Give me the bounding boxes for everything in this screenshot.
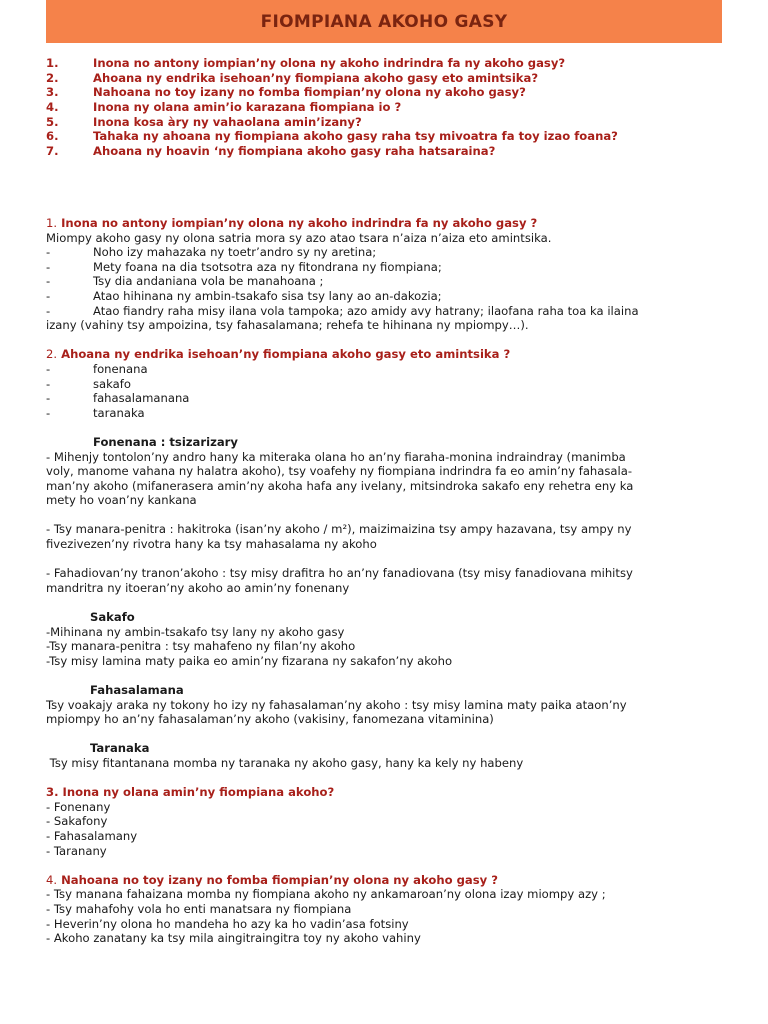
paragraph-line: fivezivezen’ny rivotra hany ka tsy mahasalama ny akoho xyxy=(46,537,377,552)
paragraph-line: Tsy misy fitantanana momba ny taranaka ny akoho gasy, hany ka kely ny habeny xyxy=(46,755,524,770)
paragraph-line: - Mihenjy tontolon’ny andro hany ka miteraka olana ho an’ny fiaraha-monina indraindray (manimba xyxy=(46,449,626,464)
paragraph-line: voly, manome vahana ny halatra akoho), tsy voafehy ny fiompiana indrindra fa eo amin’ny fahasala- xyxy=(46,464,633,479)
list-number: 1. xyxy=(46,56,59,70)
list-item xyxy=(46,144,736,159)
section-4-heading: 4. Nahoana no toy izany no fomba fiompian’ny olona ny akoho gasy ? xyxy=(46,872,498,887)
subheading-taranaka: Taranaka xyxy=(90,741,150,756)
list-text: Inona ny olana amin’io karazana fiompiana io ? xyxy=(93,100,402,115)
paragraph-line: mandritra ny itoeran’ny akoho ao amin’ny fonenany xyxy=(46,580,350,595)
question-list xyxy=(46,56,736,159)
list-line: - Tsy mahafohy vola ho enti manatsara ny fiompiana xyxy=(46,901,352,916)
paragraph: Miompy akoho gasy ny olona satria mora sy azo atao tsara n’aiza n’aiza eto amintsika. xyxy=(46,230,552,245)
list-line: - Akoho zanatany ka tsy mila aingitraingitra toy ny akoho vahiny xyxy=(46,931,421,946)
bullet-item: - fahasalamanana xyxy=(46,391,190,406)
bullet-item: - Atao fiandry raha misy ilana vola tampoka; azo amidy avy hatrany; ilaofana raha toa ka ilaina xyxy=(46,303,639,318)
list-line: - Tsy manana fahaizana momba ny fiompiana akoho ny ankamaroan’ny olona izay miompy azy ; xyxy=(46,887,606,902)
list-item xyxy=(46,71,736,86)
list-text: Ahoana ny hoavin ‘ny fiompiana akoho gasy raha hatsaraina? xyxy=(93,144,496,159)
list-number: 2. xyxy=(46,70,59,85)
list-item xyxy=(46,85,736,100)
list-line: - Fonenany xyxy=(46,799,111,814)
list-number: 5. xyxy=(46,114,59,129)
list-number: 3. xyxy=(46,85,59,100)
list-number: 6. xyxy=(46,129,59,144)
bullet-item: - Tsy dia andaniana vola be manahoana ; xyxy=(46,274,324,289)
list-item xyxy=(46,129,736,144)
paragraph-line: -Tsy manara-penitra : tsy mahafeno ny filan’ny akoho xyxy=(46,639,356,654)
list-item xyxy=(46,115,736,130)
bullet-item: - Mety foana na dia tsotsotra aza ny fitondrana ny fiompiana; xyxy=(46,259,442,274)
section-2-heading: 2. Ahoana ny endrika isehoan’ny fiompiana akoho gasy eto amintsika ? xyxy=(46,347,511,362)
bullet-item: - fonenana xyxy=(46,361,148,376)
list-text: Ahoana ny endrika isehoan’ny fiompiana akoho gasy eto amintsika? xyxy=(93,70,539,85)
bullet-continuation: izany (vahiny tsy ampoizina, tsy fahasalamana; rehefa te hihinana ny mpiompy…). xyxy=(46,318,529,333)
page-title: FIOMPIANA AKOHO GASY xyxy=(260,11,508,32)
list-item xyxy=(46,56,736,71)
bullet-item: - Noho izy mahazaka ny toetr’andro sy ny aretina; xyxy=(46,245,377,260)
list-line: - Sakafony xyxy=(46,814,108,829)
paragraph-line: mety ho voan’ny kankana xyxy=(46,493,197,508)
list-item xyxy=(46,100,736,115)
list-number: 4. xyxy=(46,100,59,115)
list-text: Nahoana no toy izany no fomba fiompian’ny olona ny akoho gasy? xyxy=(93,85,526,100)
list-text: Tahaka ny ahoana ny fiompiana akoho gasy raha tsy mivoatra fa toy izao foana? xyxy=(93,129,618,144)
subheading-fahasalamana: Fahasalamana xyxy=(90,683,184,697)
paragraph-line: - Fahadiovan’ny tranon’akoho : tsy misy drafitra ho an’ny fanadiovana (tsy misy fanadiovana mihitsy xyxy=(46,566,633,581)
list-line: - Fahasalamany xyxy=(46,828,138,843)
paragraph-line: -Tsy misy lamina maty paika eo amin’ny fizarana ny sakafon’ny akoho xyxy=(46,653,453,668)
document-body xyxy=(46,216,736,946)
subheading-sakafo: Sakafo xyxy=(90,610,135,625)
title-banner xyxy=(46,0,722,43)
bullet-item: - taranaka xyxy=(46,405,145,420)
paragraph-line: mpiompy ho an’ny fahasalaman’ny akoho (vakisiny, fanomezana vitaminina) xyxy=(46,712,494,727)
paragraph-line: - Tsy manara-penitra : hakitroka (isan’ny akoho / m²), maizimaizina tsy ampy hazavana, tsy ampy ny xyxy=(46,522,632,537)
subheading-fonenana: Fonenana : tsizarizary xyxy=(93,434,238,449)
section-1-heading: 1. Inona no antony iompian’ny olona ny akoho indrindra fa ny akoho gasy ? xyxy=(46,216,538,230)
bullet-item: - Atao hihinana ny ambin-tsakafo sisa tsy lany ao an-dakozia; xyxy=(46,288,442,303)
bullet-item: - sakafo xyxy=(46,376,131,391)
paragraph-line: Tsy voakajy araka ny tokony ho izy ny fahasalaman’ny akoho : tsy misy lamina maty paika ataon’ny xyxy=(46,697,627,712)
paragraph-line: -Mihinana ny ambin-tsakafo tsy lany ny akoho gasy xyxy=(46,624,345,639)
list-line: - Heverin’ny olona ho mandeha ho azy ka ho vadin’asa fotsiny xyxy=(46,916,409,931)
paragraph-line: man’ny akoho (mifanerasera amin’ny akoha hafa any ivelany, mitsindroka sakafo eny rehetra eny ka xyxy=(46,478,634,493)
list-text: Inona no antony iompian’ny olona ny akoho indrindra fa ny akoho gasy? xyxy=(93,56,566,70)
section-3-heading: 3. Inona ny olana amin’ny fiompiana akoho? xyxy=(46,785,335,800)
list-text: Inona kosa àry ny vahaolana amin’izany? xyxy=(93,114,362,129)
list-line: - Taranany xyxy=(46,843,107,858)
list-number: 7. xyxy=(46,144,59,159)
